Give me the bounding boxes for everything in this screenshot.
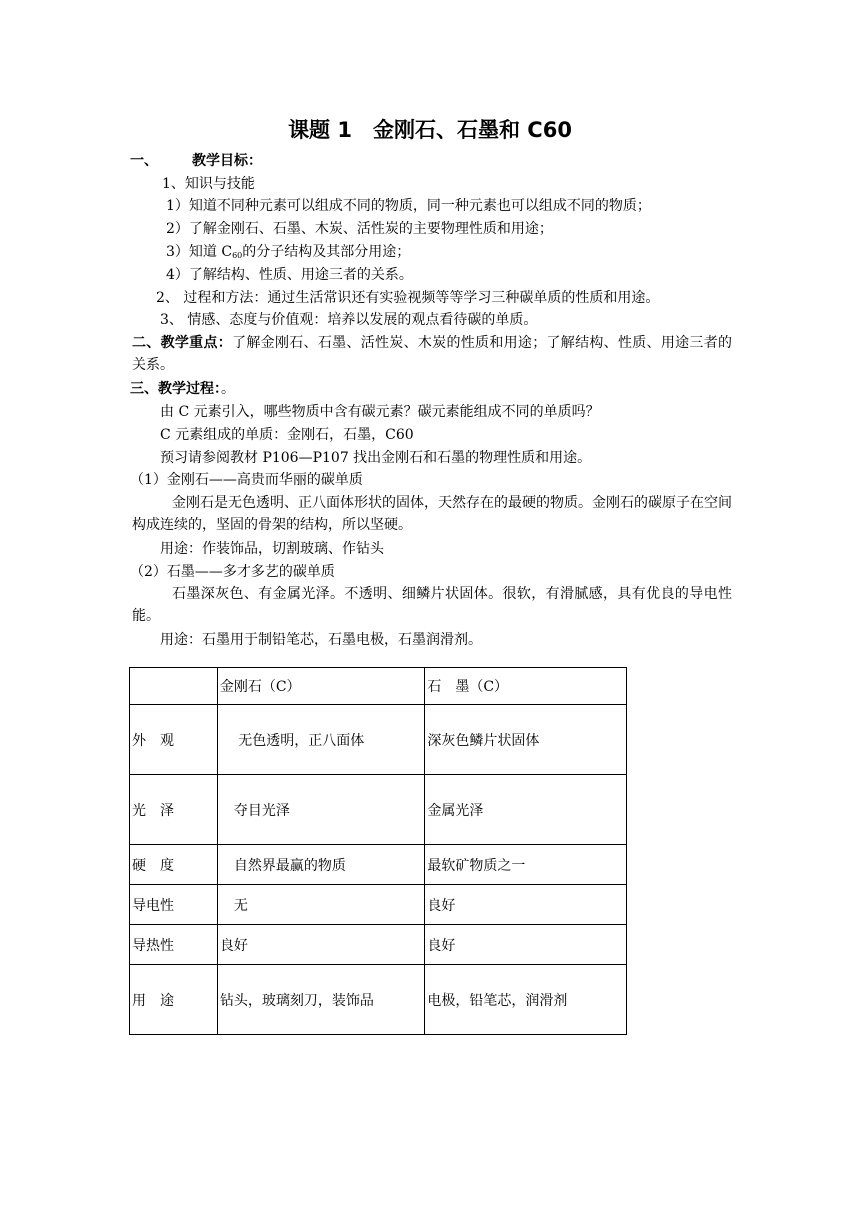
table-cell: 深灰色鳞片状固体 — [425, 705, 627, 775]
graphite-use: 用途：石墨用于制铅笔芯，石墨电极，石墨润滑剂。 — [160, 632, 482, 648]
table-cell: 金属光泽 — [425, 775, 627, 845]
page-title: 课题 1 金刚石、石墨和 C60 — [288, 118, 572, 142]
diamond-heading: （1）金刚石——高贵而华丽的碳单质 — [130, 472, 363, 488]
table-header-row — [130, 668, 627, 705]
table-header-cell — [130, 668, 218, 705]
table-cell: 用 途 — [130, 965, 218, 1035]
table-cell: 夺目光泽 — [217, 775, 425, 845]
knowledge-item-3-tail: 的分子结构及其部分用途； — [242, 244, 411, 260]
table-cell: 无 — [217, 885, 425, 925]
table-cell: 最软矿物质之一 — [425, 845, 627, 885]
table-row — [130, 925, 627, 965]
table-cell: 电极，铅笔芯，润滑剂 — [425, 965, 627, 1035]
c60-subscript: 60 — [232, 251, 243, 260]
section3-tail: 。 — [221, 381, 235, 397]
knowledge-item-2: 2）了解金刚石、石墨、木炭、活性炭的主要物理性质和用途； — [166, 221, 553, 237]
knowledge-heading: 1、知识与技能 — [162, 176, 255, 192]
table-cell: 无色透明，正八面体 — [217, 705, 425, 775]
table-cell: 导热性 — [130, 925, 218, 965]
table-cell: 导电性 — [130, 885, 218, 925]
section2-paragraph — [132, 332, 732, 376]
table-cell: 硬 度 — [130, 845, 218, 885]
graphite-description: 石墨深灰色、有金属光泽。不透明、细鳞片状固体。很软，有滑腻感，具有优良的导电性能。 — [132, 586, 732, 624]
table-row — [130, 845, 627, 885]
diamond-use: 用途：作装饰品，切割玻璃、作钻头 — [160, 541, 384, 557]
table-cell: 外 观 — [130, 705, 218, 775]
table-row — [130, 705, 627, 775]
knowledge-item-3-text: 3）知道 C — [166, 244, 233, 260]
graphite-heading: （2）石墨——多才多艺的碳单质 — [130, 564, 335, 580]
emotion-attitude: 3、 情感、态度与价值观：培养以发展的观点看待碳的单质。 — [160, 312, 538, 328]
table-header-cell: 石 墨（C） — [425, 668, 627, 705]
intro-line-1: 由 C 元素引入，哪些物质中含有碳元素？碳元素能组成不同的单质吗？ — [160, 404, 600, 420]
intro-line-2: C 元素组成的单质：金刚石，石墨，C60 — [160, 427, 414, 443]
intro-line-3: 预习请参阅教材 P106—P107 找出金刚石和石墨的物理性质和用途。 — [160, 450, 592, 466]
table-cell: 良好 — [425, 885, 627, 925]
table-header-cell: 金刚石（C） — [217, 668, 425, 705]
section3-heading: 三、教学过程： — [130, 381, 221, 397]
knowledge-item-4: 4）了解结构、性质、用途三者的关系。 — [166, 267, 413, 283]
table-row — [130, 775, 627, 845]
table-cell: 钻头，玻璃刻刀，装饰品 — [217, 965, 425, 1035]
section2-text: 了解金刚石、石墨、活性炭、木炭的性质和用途；了解结构、性质、用途三者的关系。 — [132, 335, 733, 373]
table-row — [130, 885, 627, 925]
section1-number: 一、 — [130, 153, 158, 169]
section2-heading: 二、教学重点： — [132, 335, 233, 351]
section1-heading: 教学目标： — [192, 153, 262, 169]
table-row — [130, 965, 627, 1035]
table-cell: 良好 — [425, 925, 627, 965]
table-cell: 自然界最赢的物质 — [217, 845, 425, 885]
comparison-table — [129, 667, 627, 1035]
section3-paragraph — [130, 378, 235, 400]
diamond-description: 金刚石是无色透明、正八面体形状的固体，天然存在的最硬的物质。金刚石的碳原子在空间构成连续的，坚固的骨架的结构，所以坚硬。 — [132, 495, 732, 533]
knowledge-item-1: 1）知道不同种元素可以组成不同的物质，同一种元素也可以组成不同的物质； — [166, 198, 651, 214]
process-method: 2、 过程和方法：通过生活常识还有实验视频等等学习三种碳单质的性质和用途。 — [156, 290, 660, 306]
table-cell: 良好 — [217, 925, 425, 965]
table-cell: 光 泽 — [130, 775, 218, 845]
